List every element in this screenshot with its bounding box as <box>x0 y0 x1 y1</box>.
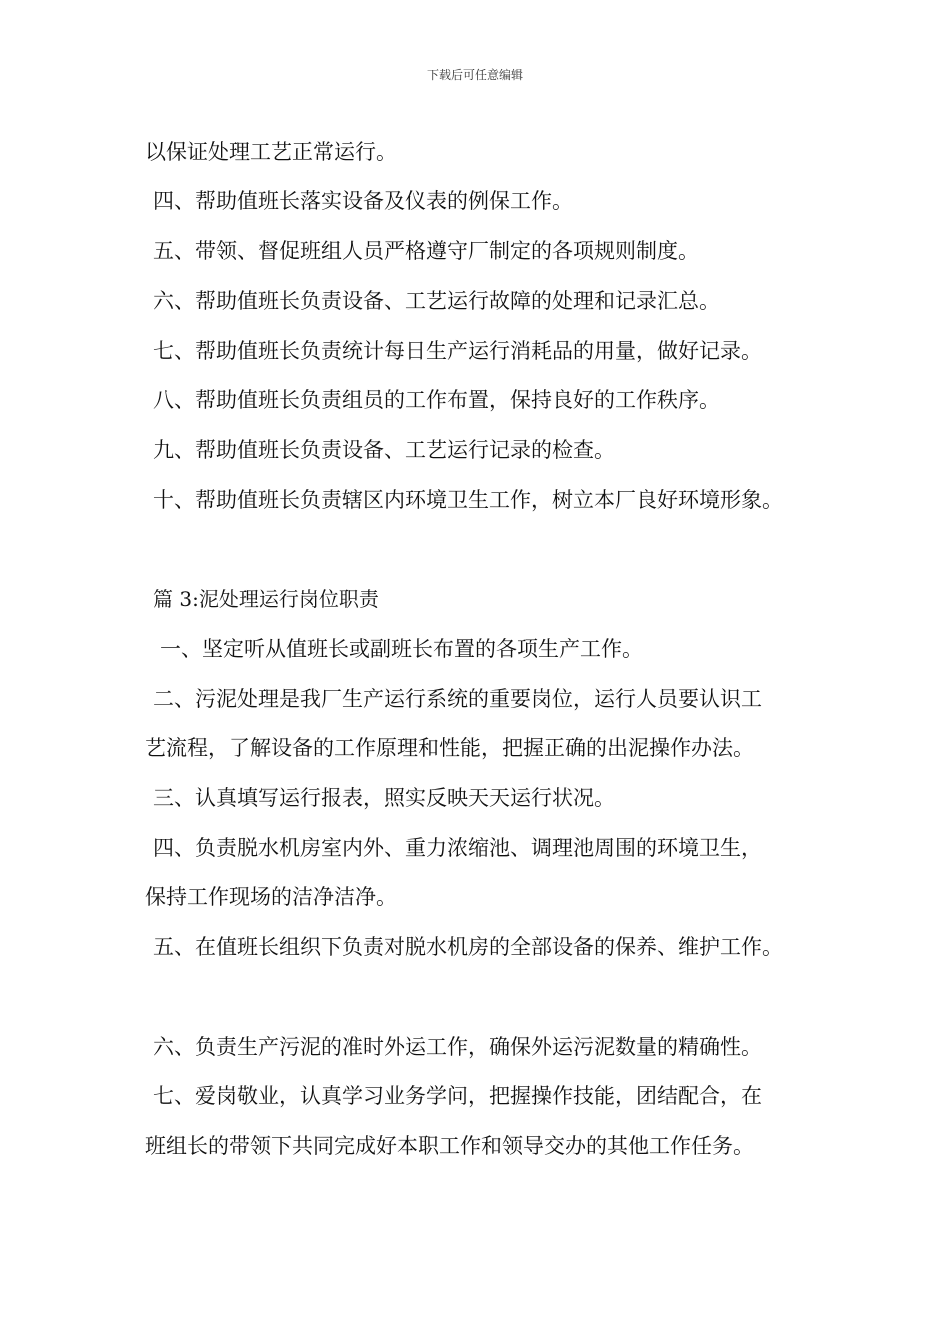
paragraph-line: 四、负责脱水机房室内外、重力浓缩池、调理池周围的环境卫生， <box>153 836 762 860</box>
paragraph-line: 保持工作现场的洁净洁净。 <box>145 885 397 909</box>
section-title: 篇 3:泥处理运行岗位职责 <box>153 587 379 611</box>
paragraph-line: 十、帮助值班长负责辖区内环境卫生工作，树立本厂良好环境形象。 <box>153 488 783 512</box>
paragraph-line: 五、在值班长组织下负责对脱水机房的全部设备的保养、维护工作。 <box>153 935 783 959</box>
paragraph-line: 九、帮助值班长负责设备、工艺运行记录的检查。 <box>153 438 615 462</box>
paragraph-line: 一、坚定听从值班长或副班长布置的各项生产工作。 <box>160 637 643 661</box>
paragraph-line: 六、帮助值班长负责设备、工艺运行故障的处理和记录汇总。 <box>153 289 720 313</box>
paragraph-line: 七、帮助值班长负责统计每日生产运行消耗品的用量，做好记录。 <box>153 339 762 363</box>
paragraph-line: 八、帮助值班长负责组员的工作布置，保持良好的工作秩序。 <box>153 388 720 412</box>
paragraph-line: 三、认真填写运行报表，照实反映天天运行状况。 <box>153 786 615 810</box>
paragraph-line: 艺流程，了解设备的工作原理和性能，把握正确的出泥操作办法。 <box>145 736 754 760</box>
page-header: 下载后可任意编辑 <box>426 68 523 82</box>
paragraph-line: 以保证处理工艺正常运行。 <box>145 140 397 164</box>
paragraph-line: 七、爱岗敬业，认真学习业务学问，把握操作技能，团结配合，在 <box>153 1084 762 1108</box>
paragraph-line: 五、带领、督促班组人员严格遵守厂制定的各项规则制度。 <box>153 239 699 263</box>
paragraph-line: 六、负责生产污泥的准时外运工作，确保外运污泥数量的精确性。 <box>153 1035 762 1059</box>
paragraph-line: 班组长的带领下共同完成好本职工作和领导交办的其他工作任务。 <box>145 1134 754 1158</box>
paragraph-line: 四、帮助值班长落实设备及仪表的例保工作。 <box>153 189 573 213</box>
paragraph-line: 二、污泥处理是我厂生产运行系统的重要岗位，运行人员要认识工 <box>153 687 762 711</box>
